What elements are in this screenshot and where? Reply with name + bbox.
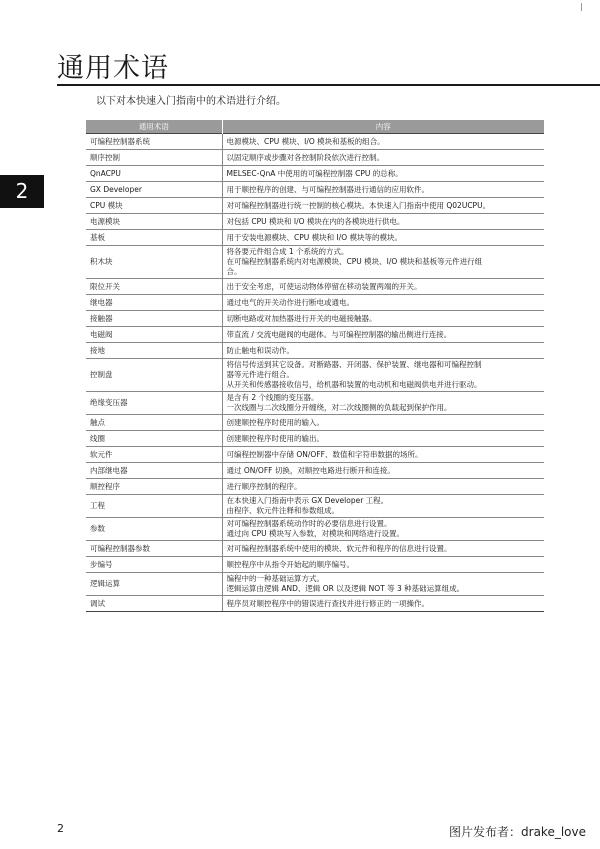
description-line: 逻辑运算由逻辑 AND、逻辑 OR 以及逻辑 NOT 等 3 种基础运算组成。 [226, 584, 465, 593]
description-line: 通过向 CPU 模块写入参数，对模块和网络进行设置。 [226, 529, 405, 538]
description-line: 可编程控制器中存储 ON/OFF、数值和字符串数据的场所。 [226, 449, 423, 459]
term-cell: 参数 [86, 518, 222, 541]
table-row [86, 541, 544, 557]
term-cell: 顺控程序 [86, 479, 222, 495]
term-cell: 绝缘变压器 [86, 392, 222, 415]
description-cell [222, 463, 544, 479]
description-line: 通过电气的开关动作进行断电或通电。 [226, 297, 354, 307]
table-row [86, 415, 544, 431]
table-row [86, 343, 544, 359]
watermark: 图片发布者：drake_love [449, 825, 586, 839]
description-cell [222, 495, 544, 518]
terms-table-body [86, 134, 544, 612]
page-title: 通用术语 [57, 53, 169, 84]
description-cell [222, 198, 544, 214]
table-row [86, 198, 544, 214]
term-cell: 线圈 [86, 431, 222, 447]
description-line: 创建顺控程序时使用的输入。 [226, 417, 324, 427]
page-number: 2 [57, 822, 64, 835]
table-row [86, 230, 544, 246]
term-cell: GX Developer [86, 182, 222, 198]
description-line: 电源模块、CPU 模块、I/O 模块和基板的组合。 [226, 136, 385, 146]
description-line: 对可编程控制器进行统一控制的核心模块。本快速入门指南中使用 Q02UCPU。 [226, 200, 491, 210]
table-row [86, 214, 544, 230]
description-line: 编程中的一种基础运算方式。 [226, 574, 324, 583]
description-line: MELSEC-QnA 中使用的可编程控制器 CPU 的总称。 [226, 168, 403, 178]
table-row [86, 279, 544, 295]
term-cell: 接地 [86, 343, 222, 359]
description-cell [222, 150, 544, 166]
description-cell [222, 311, 544, 327]
term-cell: 继电器 [86, 295, 222, 311]
table-row [86, 392, 544, 415]
table-row [86, 557, 544, 573]
description-cell [222, 246, 544, 279]
description-line: 在本快速入门指南中表示 GX Developer 工程。 [226, 496, 389, 505]
description-cell [222, 359, 544, 392]
column-header-content: 内容 [222, 120, 544, 134]
table-row [86, 182, 544, 198]
description-line: 创建顺控程序时使用的输出。 [226, 433, 324, 443]
description-cell [222, 343, 544, 359]
title-rule [57, 84, 600, 86]
term-cell: CPU 模块 [86, 198, 222, 214]
description-cell [222, 447, 544, 463]
chapter-tab: 2 [0, 175, 44, 208]
intro-text: 以下对本快速入门指南中的术语进行介绍。 [96, 96, 286, 107]
table-row [86, 463, 544, 479]
description-line: 在可编程控制器系统内对电源模块、CPU 模块、I/O 模块和基板等元件进行组 [226, 257, 483, 266]
description-line: 程序员对顺控程序中的错误进行查找并进行修正的一项操作。 [226, 598, 429, 608]
table-row [86, 311, 544, 327]
table-row [86, 447, 544, 463]
description-cell [222, 557, 544, 573]
description-line: 器等元件进行组合。 [226, 370, 294, 379]
description-line: 用于顺控程序的创建、与可编程控制器进行通信的应用软件。 [226, 184, 429, 194]
description-cell [222, 431, 544, 447]
description-line: 一次线圈与二次线圈分开缠绕，对二次线圈侧的负载起到保护作用。 [226, 403, 452, 412]
description-line: 进行顺序控制的程序。 [226, 481, 302, 491]
description-cell [222, 279, 544, 295]
description-line: 对可编程控制器系统中使用的模块、软元件和程序的信息进行设置。 [226, 543, 452, 553]
term-cell: 接触器 [86, 311, 222, 327]
crop-mark [581, 3, 590, 11]
table-row [86, 518, 544, 541]
description-line: 通过 ON/OFF 切换，对顺控电路进行断开和连接。 [226, 465, 395, 475]
table-row [86, 479, 544, 495]
description-cell [222, 596, 544, 612]
term-cell: 逻辑运算 [86, 573, 222, 596]
table-row [86, 166, 544, 182]
description-line: 以固定顺序或步骤对各控制阶段依次进行控制。 [226, 152, 384, 162]
description-cell [222, 327, 544, 343]
description-cell [222, 573, 544, 596]
description-cell [222, 295, 544, 311]
term-cell: 触点 [86, 415, 222, 431]
description-cell [222, 479, 544, 495]
description-cell [222, 518, 544, 541]
term-cell: 工程 [86, 495, 222, 518]
term-cell: 基板 [86, 230, 222, 246]
description-cell [222, 134, 544, 150]
term-cell: 步编号 [86, 557, 222, 573]
table-row [86, 327, 544, 343]
description-line: 对包括 CPU 模块和 I/O 模块在内的各模块进行供电。 [226, 216, 405, 226]
description-line: 是含有 2 个线圈的变压器。 [226, 393, 319, 402]
table-row [86, 359, 544, 392]
term-cell: 可编程控制器系统 [86, 134, 222, 150]
column-header-term: 通用术语 [86, 120, 222, 134]
description-line: 对可编程控制器系统动作时的必要信息进行设置。 [226, 519, 392, 528]
description-cell [222, 230, 544, 246]
term-cell: 电源模块 [86, 214, 222, 230]
term-cell: 限位开关 [86, 279, 222, 295]
description-line: 从开关和传感器接收信号，给机器和装置的电动机和电磁阀供电并进行驱动。 [226, 380, 482, 389]
description-line: 防止触电和误动作。 [226, 345, 294, 355]
table-row [86, 150, 544, 166]
description-line: 合。 [226, 267, 242, 276]
description-cell [222, 182, 544, 198]
description-cell [222, 541, 544, 557]
description-line: 出于安全考虑，可使运动物体停留在移动装置两端的开关。 [226, 281, 422, 291]
description-cell [222, 166, 544, 182]
table-header-row [86, 120, 544, 134]
term-cell: QnACPU [86, 166, 222, 182]
table-row [86, 495, 544, 518]
description-line: 带直流 / 交流电磁阀的电磁体。与可编程控制器的输出侧进行连接。 [226, 329, 452, 339]
description-cell [222, 392, 544, 415]
table-row [86, 431, 544, 447]
table-row [86, 295, 544, 311]
term-cell: 控制盘 [86, 359, 222, 392]
description-cell [222, 214, 544, 230]
term-cell: 调试 [86, 596, 222, 612]
term-cell: 软元件 [86, 447, 222, 463]
table-row [86, 573, 544, 596]
terms-table [86, 120, 544, 612]
description-line: 切断电路或对加热器进行开关的电磁接触器。 [226, 313, 377, 323]
description-line: 由程序、软元件注释和参数组成。 [226, 506, 339, 515]
term-cell: 积木块 [86, 246, 222, 279]
term-cell: 内部继电器 [86, 463, 222, 479]
description-line: 顺控程序中从指令开始起的顺序编号。 [226, 559, 354, 569]
term-cell: 可编程控制器参数 [86, 541, 222, 557]
term-cell: 电磁阀 [86, 327, 222, 343]
description-line: 将各要元件组合成 1 个系统的方式。 [226, 247, 349, 256]
table-row [86, 596, 544, 612]
term-cell: 顺序控制 [86, 150, 222, 166]
table-row [86, 246, 544, 279]
description-cell [222, 415, 544, 431]
description-line: 用于安装电源模块、CPU 模块和 I/O 模块等的模块。 [226, 232, 403, 242]
table-row [86, 134, 544, 150]
description-line: 将信号传送到其它设备。对断路器、开闭器、保护装置、继电器和可编程控制 [226, 360, 482, 369]
